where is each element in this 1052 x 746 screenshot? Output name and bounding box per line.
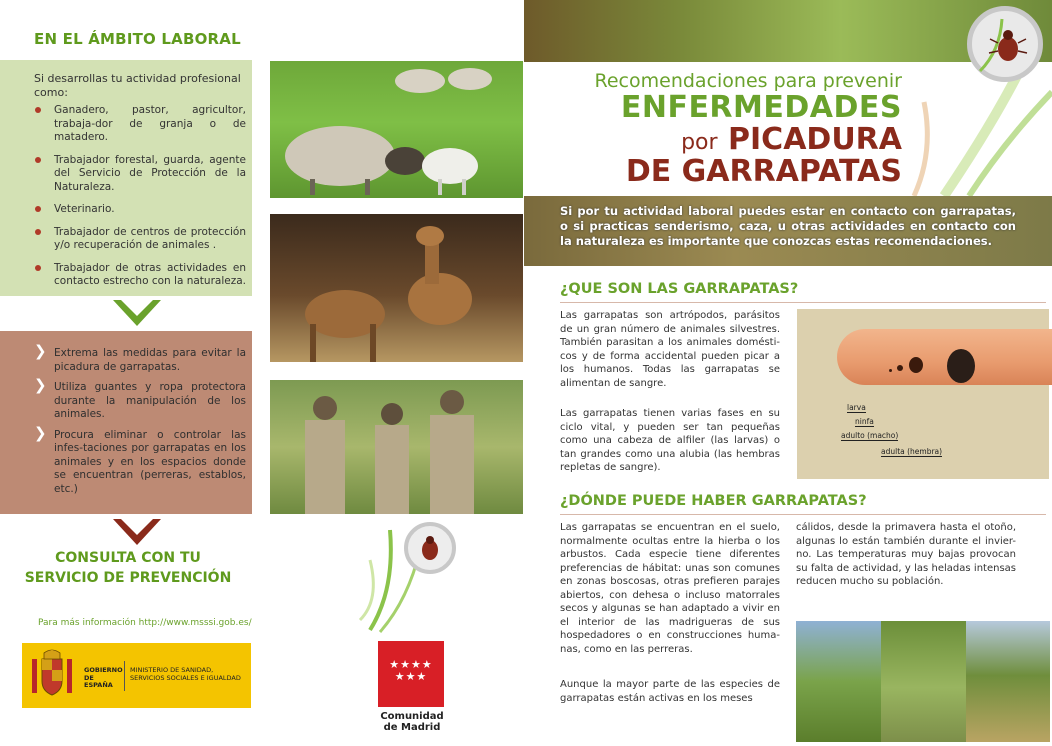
red-dot-bullet-icon bbox=[35, 157, 41, 163]
gobierno-text: GOBIERNO DE ESPAÑA bbox=[84, 666, 123, 689]
title-picadura-word: PICADURA bbox=[728, 122, 902, 157]
profession-text: Veterinario. bbox=[54, 203, 115, 215]
measure-text: Extrema las medidas para evitar la picadura de garrapatas. bbox=[54, 347, 246, 373]
forest-rangers-photo bbox=[270, 380, 523, 514]
divider bbox=[560, 302, 1046, 303]
spain-coat-of-arms-icon bbox=[30, 649, 74, 701]
measures-list bbox=[34, 342, 246, 503]
label-adulto-macho: adulto (macho) bbox=[841, 431, 899, 440]
profession-text: Trabajador forestal, guarda, agente del Servicio de Protección de la Naturaleza. bbox=[54, 153, 246, 193]
chevron-down-inner bbox=[121, 300, 153, 316]
logo-divider bbox=[124, 661, 125, 691]
more-info-link[interactable]: Para más información http://www.msssi.gob.es/ bbox=[38, 618, 252, 628]
list-item bbox=[34, 342, 246, 374]
professions-box bbox=[0, 60, 252, 296]
professions-list bbox=[34, 104, 246, 298]
measure-text: Procura eliminar o controlar las infes-taciones por garrapatas en los animales y en los espacios donde se encuentran (perreras, establos, etc.) bbox=[54, 428, 246, 495]
tick-stages-figure bbox=[797, 309, 1049, 479]
list-item bbox=[34, 376, 246, 422]
larva-tick-icon bbox=[889, 369, 892, 372]
heading-que-son: ¿QUE SON LAS GARRAPATAS? bbox=[560, 281, 799, 297]
measures-box bbox=[0, 331, 252, 514]
label-adulta-hembra: adulta (hembra) bbox=[881, 447, 943, 456]
ninfa-tick-icon bbox=[897, 365, 903, 371]
white-chevron-right-icon: ❯ bbox=[34, 376, 47, 394]
sheep-photo bbox=[270, 61, 523, 198]
label-ninfa: ninfa bbox=[855, 417, 874, 426]
heading-donde: ¿DÓNDE PUEDE HABER GARRAPATAS? bbox=[560, 493, 867, 509]
list-item bbox=[34, 226, 246, 253]
grass-tick-badge-icon bbox=[350, 520, 460, 640]
white-chevron-right-icon: ❯ bbox=[34, 342, 47, 360]
intro-text: Si por tu actividad laboral puedes estar en contacto con garrapatas, o si practicas senderismo, caza, u otras actividades en contacto con la naturaleza es importante que conozcas estas recomendaciones. bbox=[560, 204, 1016, 248]
white-chevron-right-icon: ❯ bbox=[34, 423, 47, 442]
list-item bbox=[34, 154, 246, 195]
list-item bbox=[34, 104, 246, 145]
profession-text: Trabajador de otras actividades en contacto estrecho con la naturaleza. bbox=[54, 261, 246, 287]
red-dot-bullet-icon bbox=[35, 206, 41, 212]
measure-text: Utiliza guantes y ropa protectora durante la manipulación de los animales. bbox=[54, 381, 246, 420]
meadow-photo bbox=[966, 621, 1050, 742]
finger-image bbox=[837, 329, 1052, 385]
madrid-name-line: de Madrid bbox=[383, 722, 441, 733]
donde-paragraph: cálidos, desde la primavera hasta el otoño, algunas lo están también durante el invier-no. Las temperaturas muy bajas provocan su falta de actividad, y las heladas intensas reducen mucho su población. bbox=[796, 522, 1016, 587]
consulta-line: CONSULTA CON TU bbox=[55, 550, 201, 566]
que-son-paragraph: Las garrapatas son artrópodos, parásitos de un gran número de animales silvestres. También parasitan a los animales domésti-cos y de forma accidental pueden picar a los humanos. Todas las garrapatas se alimentan de sangre. bbox=[560, 310, 780, 389]
donde-paragraph: Las garrapatas se encuentran en el suelo, normalmente ocultas entre la hierba o los arbustos. Cada especie tiene diferentes preferencias de hábitat: unas son comunes en zonas boscosas, otras prefieren parajes abiertos, con dehesa o incluso matorrales secos y algunas se han adaptado a vivir en el interior de las madrigueras de sus hospedadores o en construcciones huma-nas, como en las perreras. bbox=[560, 522, 780, 655]
madrid-flag bbox=[378, 641, 444, 707]
donde-paragraph: Aunque la mayor parte de las especies de garrapatas están activas en los meses bbox=[560, 679, 780, 704]
profession-text: Trabajador de centros de protección y/o recuperación de animales . bbox=[54, 225, 246, 251]
title-enfermedades: ENFERMEDADES bbox=[620, 90, 902, 125]
tick-badge-icon bbox=[967, 6, 1043, 82]
madrid-name-line: Comunidad bbox=[380, 711, 444, 722]
label-larva: larva bbox=[847, 403, 866, 412]
que-son-paragraph: Las garrapatas tienen varias fases en su ciclo vital, y pueden ser tan pequeñas como una cabeza de alfiler (las larvas) o tan grandes como una alubia (las hembras repletas de sangre). bbox=[560, 408, 780, 473]
deer-photo bbox=[270, 214, 523, 362]
title-por: por bbox=[681, 130, 718, 155]
list-item bbox=[34, 423, 246, 497]
professions-intro: Si desarrollas tu actividad profesional como: bbox=[34, 72, 241, 99]
title-garrapatas: DE GARRAPATAS bbox=[625, 154, 902, 189]
profession-text: Ganadero, pastor, agricultor, trabaja-dor de granja o de matadero. bbox=[54, 104, 246, 143]
forest-photo bbox=[796, 621, 881, 742]
madrid-name bbox=[372, 711, 452, 733]
title-recomendaciones: Recomendaciones para prevenir bbox=[594, 70, 902, 92]
red-dot-bullet-icon bbox=[35, 265, 41, 271]
red-dot-bullet-icon bbox=[35, 107, 41, 113]
list-item bbox=[34, 203, 246, 217]
madrid-stars-icon: ★★★★ ★★★ bbox=[389, 658, 433, 683]
list-item bbox=[34, 262, 246, 289]
red-dot-bullet-icon bbox=[35, 229, 41, 235]
dehesa-photo bbox=[881, 621, 966, 742]
chevron-down-inner bbox=[121, 519, 153, 535]
heading-ambito-laboral: EN EL ÁMBITO LABORAL bbox=[34, 30, 241, 48]
hembra-tick-icon bbox=[947, 349, 975, 383]
gobierno-espana-logo bbox=[22, 643, 251, 708]
comunidad-madrid-logo bbox=[378, 641, 446, 741]
ministerio-text: MINISTERIO DE SANIDAD, SERVICIOS SOCIALES E IGUALDAD bbox=[130, 666, 241, 682]
macho-tick-icon bbox=[909, 357, 923, 373]
divider bbox=[560, 514, 1046, 515]
consulta-line: SERVICIO DE PREVENCIÓN bbox=[24, 570, 232, 586]
consulta-servicio-prevencion bbox=[20, 548, 236, 588]
